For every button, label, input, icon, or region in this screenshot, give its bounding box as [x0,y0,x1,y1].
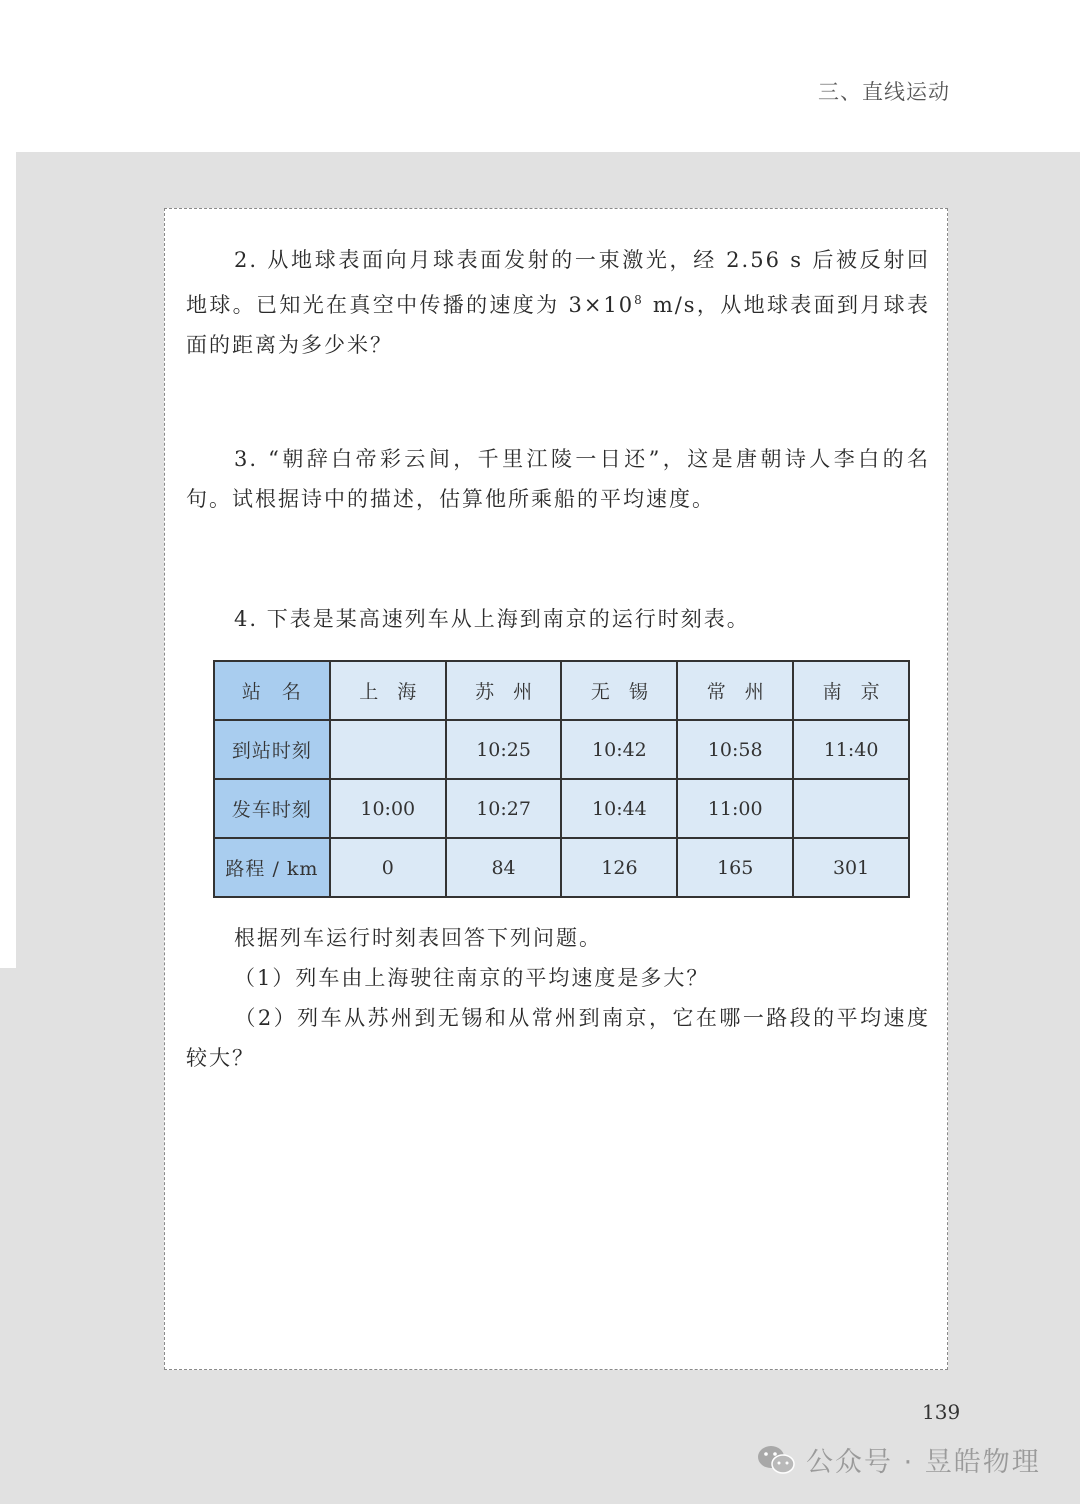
row-label-departure: 发车时刻 [214,779,330,838]
table-cell: 无 锡 [561,661,677,720]
table-cell: 0 [330,838,446,897]
table-cell: 165 [677,838,793,897]
table-cell: 301 [793,838,909,897]
row-label-arrival: 到站时刻 [214,720,330,779]
table-cell: 10:25 [446,720,562,779]
train-timetable [213,660,910,898]
table-cell: 10:27 [446,779,562,838]
table-cell: 10:58 [677,720,793,779]
question-4-prompt [186,918,930,958]
table-cell: 11:40 [793,720,909,779]
question-2-text: 从地球表面向月球表面发射的一束激光，经 2.56 s 后被反射回地球。已知光在真空中传播的速度为 3×10 [186,248,930,317]
question-4-sub-2-text: （2）列车从苏州到无锡和从常州到南京，它在哪一路段的平均速度较大？ [186,1006,930,1070]
table-cell: 11:00 [677,779,793,838]
table-cell: 上 海 [330,661,446,720]
row-label-distance: 路程 / km [214,838,330,897]
question-4-sub-2 [186,998,930,1078]
question-3-number: 3. [234,447,259,471]
table-cell: 10:00 [330,779,446,838]
question-4-intro-text: 下表是某高速列车从上海到南京的运行时刻表。 [266,607,750,631]
table-cell: 南 京 [793,661,909,720]
question-4-sub-1 [186,958,930,998]
table-row-stations [214,661,909,720]
table-cell: 126 [561,838,677,897]
table-cell: 常 州 [677,661,793,720]
row-label-station: 站 名 [214,661,330,720]
table-cell: 10:44 [561,779,677,838]
watermark-text: 公众号 · 昱皓物理 [806,1447,1041,1478]
table-row-arrival [214,720,909,779]
table-row-distance [214,838,909,897]
question-3-text: “朝辞白帝彩云间，千里江陵一日还”，这是唐朝诗人李白的名句。试根据诗中的描述，估算他所乘船的平均速度。 [186,447,930,511]
page-background-strip [0,968,16,1504]
page-number: 139 [922,1400,961,1424]
wechat-icon [756,1443,796,1477]
question-2-number: 2. [234,248,259,272]
question-4-intro [186,599,930,639]
question-2-exponent: 8 [634,293,644,307]
table-cell [330,720,446,779]
table-cell [793,779,909,838]
table-cell: 苏 州 [446,661,562,720]
question-2-text-after: m/s，从地球表面到月球表面的距离为多少米？ [186,293,930,357]
watermark [756,1440,1041,1479]
question-4-sub-1-text: （1）列车由上海驶往南京的平均速度是多大？ [234,966,710,990]
question-4-prompt-text: 根据列车运行时刻表回答下列问题。 [234,926,602,950]
table-cell: 84 [446,838,562,897]
question-3 [186,439,930,519]
table-cell: 10:42 [561,720,677,779]
chapter-title: 三、直线运动 [818,80,950,104]
table-row-departure [214,779,909,838]
question-2 [186,240,930,365]
question-4-number: 4. [234,607,259,631]
